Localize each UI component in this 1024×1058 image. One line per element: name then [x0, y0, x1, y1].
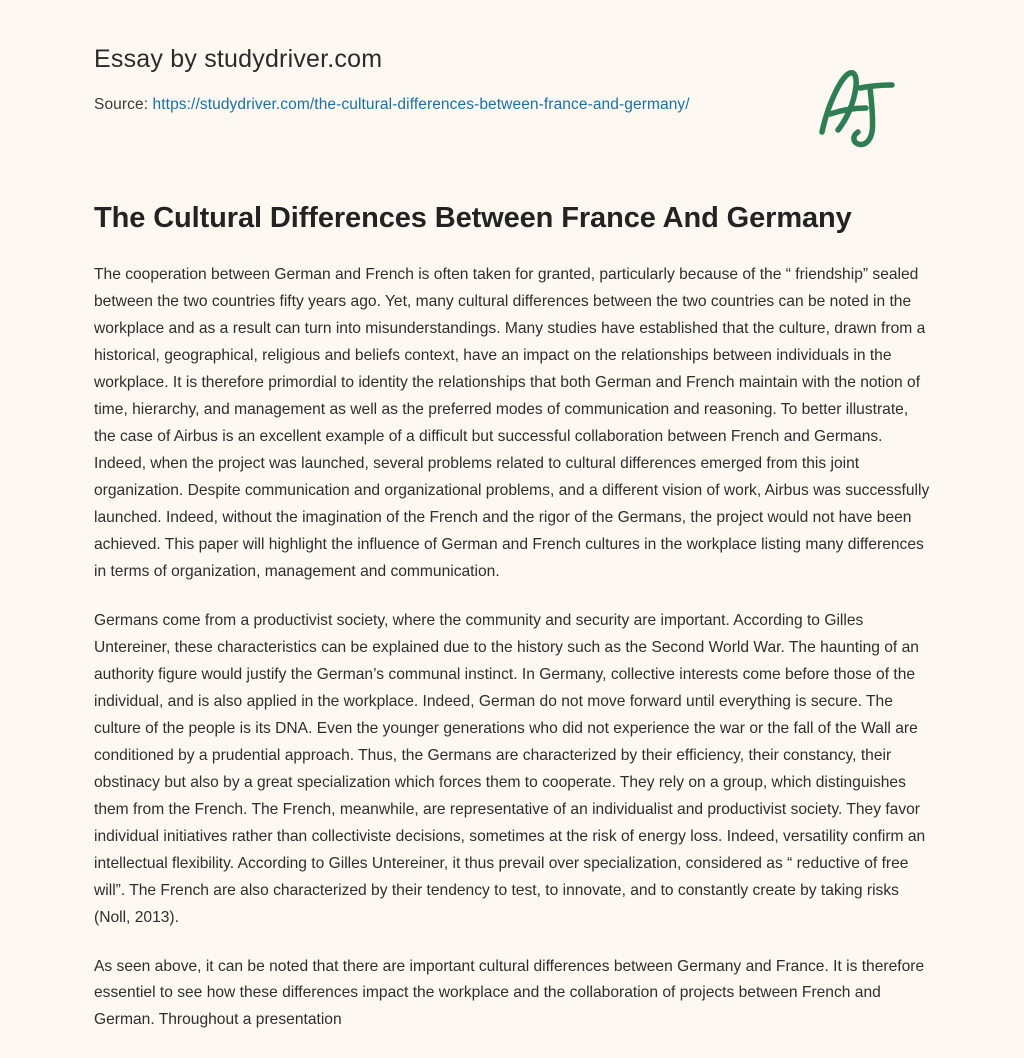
document-body — [94, 262, 930, 1034]
source-line — [94, 96, 930, 114]
body-paragraph: As seen above, it can be noted that there are important cultural differences between Germany and France. It is therefore essentiel to see how these differences impact the workplace and the collaboration of projects between French and German. Throughout a presentation — [94, 957, 925, 1029]
source-url-link[interactable]: https://studydriver.com/the-cultural-differences-between-france-and-germany/ — [152, 96, 690, 113]
document-header — [0, 0, 1024, 114]
essay-by-prefix: Essay by — [94, 45, 205, 73]
studydriver-monogram-icon — [808, 58, 928, 154]
page-title: The Cultural Differences Between France And Germany — [94, 202, 852, 234]
essay-by-line — [94, 44, 930, 74]
body-paragraph: Germans come from a productivist society, where the community and security are important. According to Gilles Untereiner, these characteristics can be explained due to the history such as the Second World War. The haunting of an authority figure would justify the German’s communal instinct. In Germany, collective interests come before those of the individual, and is also applied in the workplace. Indeed, German do not move forward until everything is secure. The culture of the people is its DNA. Even the younger generations who did not experience the war or the fall of the Wall are conditioned by a prudential approach. Thus, the Germans are characterized by their efficiency, their constancy, their obstinacy but also by a great specialization which forces them to cooperate. They rely on a group, which distinguishes them from the French. The French, meanwhile, are representative of an individualist and productivist society. They favor individual initiatives rather than collectiviste decisions, sometimes at the risk of energy loss. Indeed, versatility confirm an intellectual flexibility. According to Gilles Untereiner, it thus prevail over specialization, considered as “ reductive of free will”. The French are also characterized by their tendency to test, to innovate, and to constantly create by taking risks (Noll, 2013). — [94, 611, 926, 926]
source-label: Source: — [94, 96, 153, 113]
body-paragraph: The cooperation between German and French is often taken for granted, particularly because of the “ friendship” sealed between the two countries fifty years ago. Yet, many cultural differences between the two countries can be noted in the workplace and as a result can turn into misunderstandings. Many studies have established that the culture, drawn from a historical, geographical, religious and beliefs context, have an impact on the relationships between individuals in the workplace. It is therefore primordial to identity the relationships that both German and French maintain with the notion of time, hierarchy, and management as well as the preferred modes of communication and reasoning. To better illustrate, the case of Airbus is an excellent example of a difficult but successful collaboration between French and Germans. Indeed, when the project was launched, several problems related to cultural differences emerged from this joint organization. Despite communication and organizational problems, and a different vision of work, Airbus was successfully launched. Indeed, without the imagination of the French and the rigor of the Germans, the project would not have been achieved. This paper will highlight the influence of German and French cultures in the workplace listing many differences in terms of organization, management and communication. — [94, 266, 930, 580]
brand-name: studydriver.com — [204, 45, 383, 73]
